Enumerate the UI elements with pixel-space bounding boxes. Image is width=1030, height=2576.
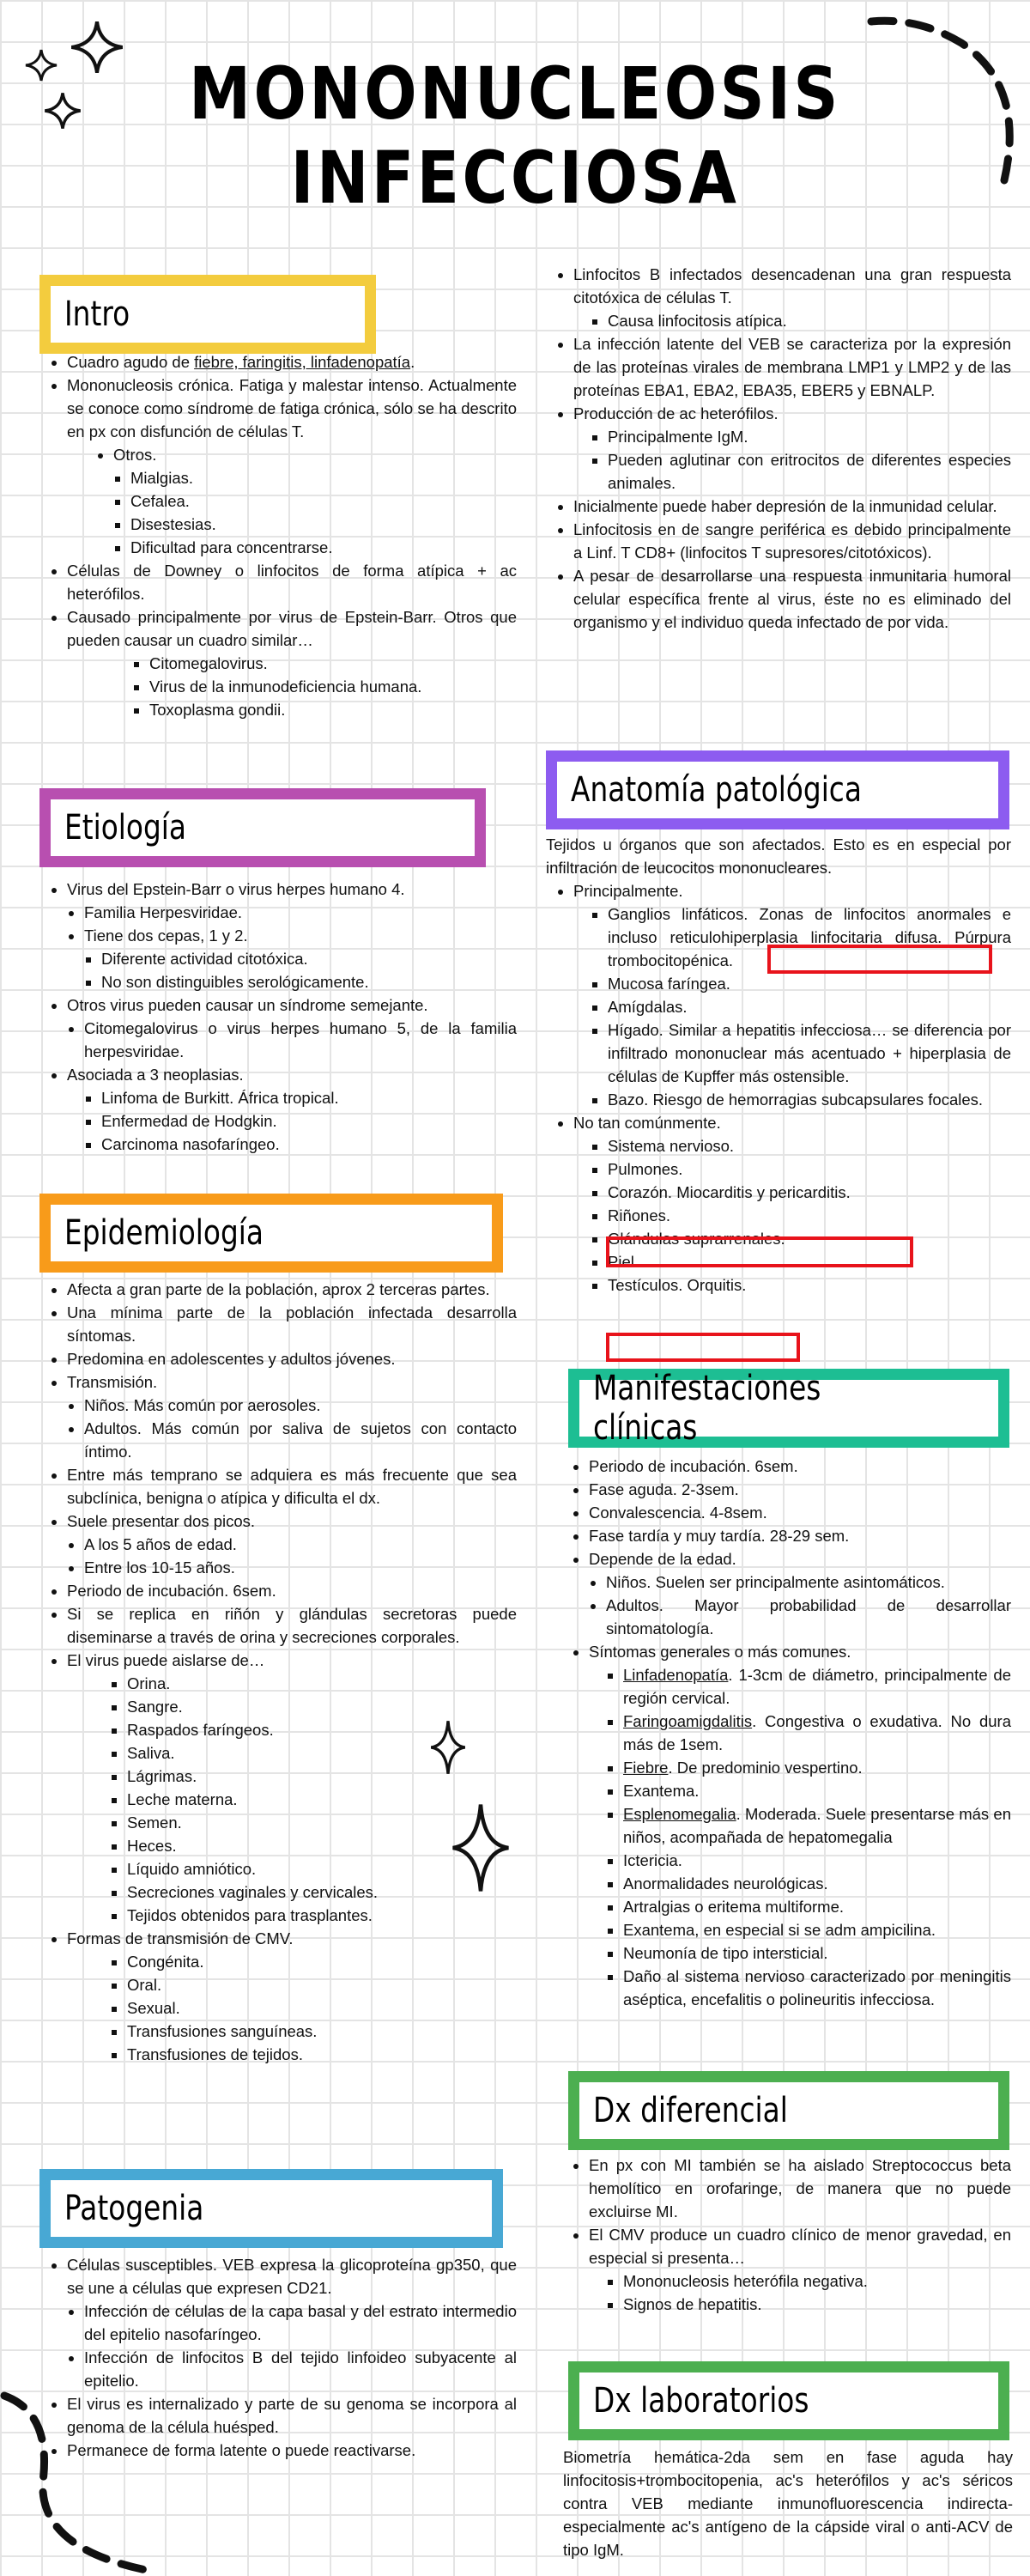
list-item: ▪ Sistema nervioso. <box>608 1134 1011 1157</box>
title-line-2: INFECCIOSA <box>290 136 740 220</box>
list-item: ▪ Transfusiones sanguíneas. <box>127 2020 517 2043</box>
dx-laboratorios-text: Biometría hemática-2da sem en fase aguda hay linfocitosis+trombocitopenia, ac's heterófilos y ac's séricos contra VEB mediante inmunofluorescencia indirecta-especialmente ac's antígeno de la cápside viral o anti-ACV de tipo IgM. <box>563 2448 1013 2559</box>
list-item: ▪ Dificultad para concentrarse. <box>130 536 517 559</box>
list-item: ▪ Transfusiones de tejidos. <box>127 2043 517 2066</box>
list-item: • El virus puede aislarse de… ▪ Orina. ▪ Sangre. ▪ Raspados faríngeos. ▪ Saliva. ▪ Lágrimas. ▪ Leche materna. ▪ Semen. ▪ Heces. ▪ Líquido amniótico. ▪ Secreciones vaginales y cervicales. ▪ Tejidos obtenidos para trasplantes. <box>67 1649 517 1927</box>
highlighted-term: Púrpura trombocitopénica. <box>608 928 1011 969</box>
list-item: ▪ No son distinguibles serológicamente. <box>101 970 517 993</box>
list-item: ▪ Lágrimas. <box>127 1765 517 1788</box>
anatomia-section <box>546 833 1011 1297</box>
list-item: ▪ Pulmones. <box>608 1157 1011 1181</box>
sparkle-icon <box>43 91 82 131</box>
list-item: ▪ Riñones. <box>608 1204 1011 1227</box>
list-item: • A los 5 años de edad. <box>84 1533 517 1556</box>
highlight-box <box>606 1236 913 1267</box>
list-item: ▪ Secreciones vaginales y cervicales. <box>127 1880 517 1904</box>
list-item: • Fase aguda. 2-3sem. <box>589 1478 1011 1501</box>
list-item: • Fase tardía y muy tardía. 28-29 sem. <box>589 1524 1011 1547</box>
list-item: ▪ Piel. <box>608 1250 1011 1273</box>
list-item: • Permanece de forma latente o puede reactivarse. <box>67 2439 517 2462</box>
list-item: • El virus es internalizado y parte de su genoma se incorpora al genoma de la célula huésped. <box>67 2392 517 2439</box>
sparkle-icon <box>69 19 125 76</box>
list-item: ▪ Causa linfocitosis atípica. <box>608 309 1011 332</box>
list-item: • Infección de células de la capa basal y del estrato intermedio del epitelio nasofaríngeo. <box>84 2300 517 2346</box>
list-item: ▪ Exantema, en especial si se adm ampicilina. <box>623 1918 1011 1941</box>
list-item: • Familia Herpesviridae. <box>84 901 517 924</box>
anatomia-heading: Anatomía patológica <box>546 750 1009 829</box>
list-item: • Inicialmente puede haber depresión de la inmunidad celular. <box>573 495 1011 518</box>
list-item: ▪ Sangre. <box>127 1695 517 1718</box>
list-item: • Virus del Epstein-Barr o virus herpes humano 4. • Familia Herpesviridae. • Tiene dos cepas, 1 y 2. ▪ Diferente actividad citotóxica. ▪ No son distinguibles serológicamente. <box>67 878 517 993</box>
list-item: • Entre más temprano se adquiera es más frecuente que sea subclínica, benigna o atípica y dificulta el dx. <box>67 1463 517 1510</box>
list-item: ▪ Mononucleosis heterófila negativa. <box>623 2269 1011 2293</box>
list-item: • Predomina en adolescentes y adultos jóvenes. <box>67 1347 517 1370</box>
highlight-box <box>606 1333 800 1362</box>
list-item: ▪ Mucosa faríngea. <box>608 972 1011 995</box>
list-item: ▪ Linfoma de Burkitt. África tropical. <box>101 1086 517 1109</box>
list-item: • Tiene dos cepas, 1 y 2. ▪ Diferente actividad citotóxica. ▪ No son distinguibles serológicamente. <box>84 924 517 993</box>
list-item: ▪ Hígado. Similar a hepatitis infecciosa… se diferencia por infiltrado mononuclear más acentuado + hiperplasia de células de Kupffer más ostensible. <box>608 1018 1011 1088</box>
dashed-curve-icon <box>867 9 1030 189</box>
dx-laboratorios-heading: Dx laboratorios <box>568 2361 1009 2440</box>
key-terms: fiebre, faringitis, linfadenopatía <box>194 353 411 371</box>
list-item: ▪ Leche materna. <box>127 1788 517 1811</box>
list-item: • Mononucleosis crónica. Fatiga y malestar intenso. Actualmente se conoce como síndrome de fatiga crónica, sólo se ha descrito en px con disfunción de células T. • Otros. ▪ Mialgias. ▪ Cefalea. ▪ Disestesias. ▪ Dificultad para concentrarse. <box>67 374 517 559</box>
sparkle-icon <box>24 48 58 82</box>
list-item: ▪ Congénita. <box>127 1950 517 1973</box>
list-item: • Otros. ▪ Mialgias. ▪ Cefalea. ▪ Disestesias. ▪ Dificultad para concentrarse. <box>113 443 517 559</box>
list-item: ▪ Toxoplasma gondii. <box>149 698 517 721</box>
title-line-1: MONONUCLEOSIS <box>189 52 841 136</box>
list-item: ▪ Fiebre. De predominio vespertino. <box>623 1756 1011 1779</box>
patogenia-continued-section <box>554 263 1011 634</box>
list-item: ▪ Testículos. Orquitis. <box>608 1273 1011 1297</box>
list-item: • En px con MI también se ha aislado Streptococcus beta hemolítico en orofaringe, de manera que no puede excluirse MI. <box>589 2154 1011 2223</box>
list-item: • Formas de transmisión de CMV. ▪ Congénita. ▪ Oral. ▪ Sexual. ▪ Transfusiones sanguíneas. ▪ Transfusiones de tejidos. <box>67 1927 517 2066</box>
list-item: ▪ Citomegalovirus. <box>149 652 517 675</box>
list-item: • Suele presentar dos picos. • A los 5 años de edad. • Entre los 10-15 años. <box>67 1510 517 1579</box>
list-item: ▪ Exantema. <box>623 1779 1011 1802</box>
epidemiologia-section <box>48 1278 517 2066</box>
list-item: ▪ Principalmente IgM. <box>608 425 1011 448</box>
list-item: • Síntomas generales o más comunes. ▪ Linfadenopatía. 1-3cm de diámetro, principalmente de región cervical. ▪ Faringoamigdalitis. Congestiva o exudativa. No dura más de 1sem. ▪ Fiebre. De predominio vespertino. ▪ Exantema. ▪ Esplenomegalia. Moderada. Suele presentarse más en niños, acompañada de hepatomegalia ▪ Ictericia. ▪ Anormalidades neurológicas. ▪ Artralgias o eritema multiforme. ▪ Exantema, en especial si se adm ampicilina. ▪ Neumonía de tipo intersticial. ▪ Daño al sistema nervioso caracterizado por meningitis aséptica, encefalitis o polineuritis infecciosa. <box>589 1640 1011 2011</box>
list-item: • Principalmente. ▪ Ganglios linfáticos. Zonas de linfocitos anormales e incluso reticulohiperplasia linfocitaria difusa. Púrpura trombocitopénica. ▪ Mucosa faríngea. ▪ Amígdalas. ▪ Hígado. Similar a hepatitis infecciosa… se diferencia por infiltrado mononuclear más acentuado + hiperplasia de células de Kupffer más ostensible. ▪ Bazo. Riesgo de hemorragias subcapsulares focales. <box>573 879 1011 1111</box>
list-item: ▪ Enfermedad de Hodgkin. <box>101 1109 517 1133</box>
list-item: ▪ Glándulas suprarrenales. <box>608 1227 1011 1250</box>
patogenia-section <box>48 2253 517 2462</box>
list-item: ▪ Artralgias o eritema multiforme. <box>623 1895 1011 1918</box>
dx-diferencial-section <box>570 2154 1011 2316</box>
list-item: • El CMV produce un cuadro clínico de menor gravedad, en especial si presenta… ▪ Mononucleosis heterófila negativa. ▪ Signos de hepatitis. <box>589 2223 1011 2316</box>
list-item: • La infección latente del VEB se caracteriza por la expresión de las proteínas virales de membrana LMP1 y LMP2 y de las proteínas EBA1, EBA2, EBA35, EBER5 y EBNALP. <box>573 332 1011 402</box>
list-item: • Producción de ac heterófilos. ▪ Principalmente IgM. ▪ Pueden aglutinar con eritrocitos de diferentes especies animales. <box>573 402 1011 495</box>
list-item: • Depende de la edad. • Niños. Suelen ser principalmente asintomáticos. • Adultos. Mayor probabilidad de desarrollar sintomatología. <box>589 1547 1011 1640</box>
list-item: ▪ Pueden aglutinar con eritrocitos de diferentes especies animales. <box>608 448 1011 495</box>
list-item: ▪ Heces. <box>127 1834 517 1857</box>
list-item: ▪ Linfadenopatía. 1-3cm de diámetro, principalmente de región cervical. <box>623 1663 1011 1710</box>
list-item: ▪ Bazo. Riesgo de hemorragias subcapsulares focales. <box>608 1088 1011 1111</box>
intro-heading: Intro <box>39 275 376 354</box>
list-item: • Afecta a gran parte de la población, aprox 2 terceras partes. <box>67 1278 517 1301</box>
list-item: ▪ Oral. <box>127 1973 517 1996</box>
list-item: ▪ Orina. <box>127 1672 517 1695</box>
list-item: ▪ Cefalea. <box>130 489 517 513</box>
list-item: ▪ Signos de hepatitis. <box>623 2293 1011 2316</box>
list-item: ▪ Líquido amniótico. <box>127 1857 517 1880</box>
list-item: ▪ Diferente actividad citotóxica. <box>101 947 517 970</box>
list-item: • Citomegalovirus o virus herpes humano 5, de la familia herpesviridae. <box>84 1017 517 1063</box>
list-item: • Cuadro agudo de fiebre, faringitis, linfadenopatía. <box>67 350 517 374</box>
list-item: ▪ Virus de la inmunodeficiencia humana. <box>149 675 517 698</box>
list-item: ▪ Semen. <box>127 1811 517 1834</box>
list-item: ▪ Ganglios linfáticos. Zonas de linfocitos anormales e incluso reticulohiperplasia linfocitaria difusa. Púrpura trombocitopénica. <box>608 902 1011 972</box>
anatomia-intro: Tejidos u órganos que son afectados. Esto es en especial por infiltración de leucocitos mononucleares. <box>546 835 1011 877</box>
list-item: ▪ Saliva. <box>127 1741 517 1765</box>
list-item: ▪ Raspados faríngeos. <box>127 1718 517 1741</box>
list-item: • Linfocitosis en de sangre periférica es debido principalmente a Linf. T CD8+ (linfocitos T supresores/citotóxicos). <box>573 518 1011 564</box>
list-item: • Linfocitos B infectados desencadenan una gran respuesta citotóxica de células T. ▪ Causa linfocitosis atípica. <box>573 263 1011 332</box>
manifestaciones-heading: Manifestaciones clínicas <box>568 1369 1009 1448</box>
dx-diferencial-heading: Dx diferencial <box>568 2071 1009 2150</box>
etiologia-section <box>48 878 517 1156</box>
list-item: • Si se replica en riñón y glándulas secretoras puede diseminarse a través de orina y secreciones corporales. <box>67 1602 517 1649</box>
list-item: ▪ Amígdalas. <box>608 995 1011 1018</box>
list-item: • Adultos. Mayor probabilidad de desarrollar sintomatología. <box>606 1594 1011 1640</box>
list-item: ▪ Daño al sistema nervioso caracterizado por meningitis aséptica, encefalitis o polineuritis infecciosa. <box>623 1965 1011 2011</box>
list-item: • A pesar de desarrollarse una respuesta inmunitaria humoral celular específica frente al virus, éste no es eliminado del organismo y el individuo queda infectado de por vida. <box>573 564 1011 634</box>
list-item: • Células susceptibles. VEB expresa la glicoproteína gp350, que se une a células que expresen CD21. • Infección de células de la capa basal y del estrato intermedio del epitelio nasofaríngeo. • Infección de linfocitos B del tejido linfoideo subyacente al epitelio. <box>67 2253 517 2392</box>
list-item: ▪ Corazón. Miocarditis y pericarditis. <box>608 1181 1011 1204</box>
etiologia-heading: Etiología <box>39 788 486 867</box>
list-item: ▪ Mialgias. <box>130 466 517 489</box>
list-item: • Niños. Suelen ser principalmente asintomáticos. <box>606 1571 1011 1594</box>
manifestaciones-section <box>570 1455 1011 2011</box>
highlight-box <box>767 945 992 974</box>
list-item: • Convalescencia. 4-8sem. <box>589 1501 1011 1524</box>
list-item: • Niños. Más común por aerosoles. <box>84 1394 517 1417</box>
list-item: ▪ Anormalidades neurológicas. <box>623 1872 1011 1895</box>
list-item: ▪ Esplenomegalia. Moderada. Suele presentarse más en niños, acompañada de hepatomegalia <box>623 1802 1011 1849</box>
dx-laboratorios-section <box>563 2445 1013 2561</box>
list-item: • Periodo de incubación. 6sem. <box>589 1455 1011 1478</box>
list-item: ▪ Carcinoma nasofaríngeo. <box>101 1133 517 1156</box>
list-item: ▪ Tejidos obtenidos para trasplantes. <box>127 1904 517 1927</box>
list-item: • No tan comúnmente. ▪ Sistema nervioso. ▪ Pulmones. ▪ Corazón. Miocarditis y pericarditis. ▪ Riñones. ▪ Glándulas suprarrenales. ▪ Piel. ▪ Testículos. Orquitis. <box>573 1111 1011 1297</box>
list-item: • Asociada a 3 neoplasias. ▪ Linfoma de Burkitt. África tropical. ▪ Enfermedad de Hodgkin. ▪ Carcinoma nasofaríngeo. <box>67 1063 517 1156</box>
patogenia-heading: Patogenia <box>39 2169 503 2248</box>
epidemiologia-heading: Epidemiología <box>39 1194 503 1273</box>
list-item: • Otros virus pueden causar un síndrome semejante. • Citomegalovirus o virus herpes humano 5, de la familia herpesviridae. <box>67 993 517 1063</box>
list-item: • Adultos. Más común por saliva de sujetos con contacto íntimo. <box>84 1417 517 1463</box>
list-item: • Causado principalmente por virus de Epstein-Barr. Otros que pueden causar un cuadro similar… ▪ Citomegalovirus. ▪ Virus de la inmunodeficiencia humana. ▪ Toxoplasma gondii. <box>67 605 517 721</box>
list-item: ▪ Ictericia. <box>623 1849 1011 1872</box>
list-item: • Entre los 10-15 años. <box>84 1556 517 1579</box>
list-item: • Células de Downey o linfocitos de forma atípica + ac heterófilos. <box>67 559 517 605</box>
list-item: ▪ Sexual. <box>127 1996 517 2020</box>
list-item: ▪ Neumonía de tipo intersticial. <box>623 1941 1011 1965</box>
list-item: ▪ Disestesias. <box>130 513 517 536</box>
list-item: • Una mínima parte de la población infectada desarrolla síntomas. <box>67 1301 517 1347</box>
list-item: ▪ Faringoamigdalitis. Congestiva o exudativa. No dura más de 1sem. <box>623 1710 1011 1756</box>
list-item: • Periodo de incubación. 6sem. <box>67 1579 517 1602</box>
list-item: • Infección de linfocitos B del tejido linfoideo subyacente al epitelio. <box>84 2346 517 2392</box>
intro-section <box>48 350 517 721</box>
list-item: • Transmisión. • Niños. Más común por aerosoles. • Adultos. Más común por saliva de sujetos con contacto íntimo. <box>67 1370 517 1463</box>
